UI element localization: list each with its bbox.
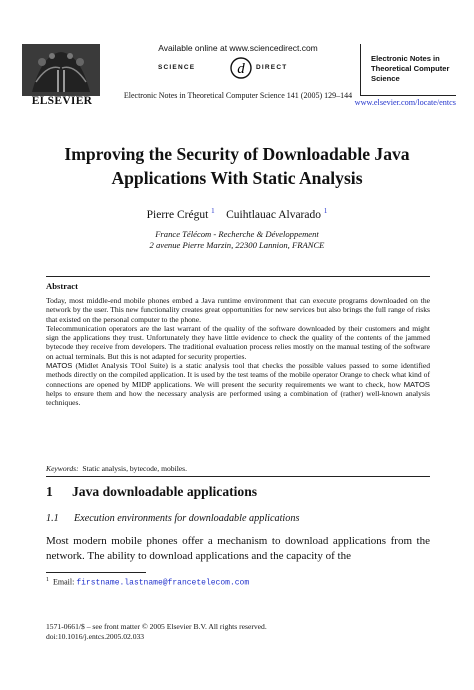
affiliation	[20, 229, 454, 251]
subsection-number: 1.1	[46, 513, 59, 524]
available-online-text: Available online at www.sciencedirect.com	[158, 43, 318, 53]
sd-at-mark	[228, 57, 254, 79]
subsection-heading	[46, 513, 299, 524]
footnote-email-link[interactable]: firstname.lastname@francetelecom.com	[76, 578, 250, 588]
sciencedirect-logo	[150, 57, 326, 79]
footnote-mark: 1	[46, 577, 49, 583]
author-2-footnote-mark[interactable]: 1	[323, 207, 328, 215]
copyright-footer	[46, 622, 430, 642]
title-line-2: Applications With Static Analysis	[111, 168, 363, 188]
abstract-paragraph-3-text-2: helps to ensure them and how the necessary analysis are performed using a combination of (rather) well-known analysis techniques.	[46, 388, 430, 408]
subsection-title: Execution environments for downloadable applications	[74, 513, 300, 524]
section-heading	[46, 484, 257, 500]
abstract-paragraph-1: Today, most middle-end mobile phones embed a Java runtime environment that can execute programs downloaded on the network by the user. This new functionality creates great opportunities for new services but also brings the full range of risks that existed on the personal computer to the phone.	[46, 296, 430, 324]
footer-line-1: 1571-0661/$ – see front matter © 2005 Elsevier B.V. All rights reserved.	[46, 622, 267, 631]
affiliation-line-1: France Télécom - Recherche & Développement	[155, 229, 319, 239]
footnote-label: Email:	[53, 577, 75, 587]
svg-text:d: d	[237, 61, 245, 77]
body-text	[46, 534, 430, 564]
author-1: Pierre Crégut	[146, 208, 209, 221]
sd-right-text: DIRECT	[256, 64, 288, 71]
authors	[20, 207, 454, 221]
section-number: 1	[46, 484, 53, 499]
journal-line-3: Science	[371, 74, 400, 83]
body-paragraph: Most modern mobile phones offer a mechanism to download applications from the network. The ability to download applications and the capacity of the	[46, 535, 430, 562]
sd-left-text: SCIENCE	[158, 64, 196, 71]
keywords-label: Keywords:	[46, 464, 79, 473]
title-line-1: Improving the Security of Downloadable Java	[64, 144, 410, 164]
abstract-paragraph-2: Telecommunication operators are the last warrant of the quality of the software downloaded by their customers and might sign the applications they trust. Unfortunately they have little evidence to check the quality of the contents of the jammed bytecode they receive from developers. The traditional evaluation process relies mostly on the manual testing of the software on actual terminals. But this is not adapted for security properties.	[46, 323, 430, 361]
keywords	[46, 464, 187, 473]
abstract-top-rule	[46, 276, 430, 277]
footnote	[46, 577, 249, 588]
abstract-paragraph-3	[46, 361, 430, 407]
journal-line-1: Electronic Notes in	[371, 54, 440, 63]
abstract-paragraph-3-text: (Midlet Analysis TOol Suite) is a static analysis tool that checks the possible values passed to some identified methods directly on the compiled application. It is used by the test teams of the mobile operator Orange to check what kind of connections are opened by MIDP applications. We will present the security requirements we want to check, how	[46, 361, 430, 389]
abstract-heading: Abstract	[46, 281, 78, 291]
paper-title	[20, 142, 454, 190]
keywords-list: Static analysis, bytecode, mobiles.	[82, 464, 188, 473]
author-2: Cuihtlauac Alvarado	[226, 208, 321, 221]
footer-doi: doi:10.1016/j.entcs.2005.02.033	[46, 632, 145, 641]
section-title: Java downloadable applications	[72, 484, 258, 499]
matos-term-2: MATOS	[403, 379, 430, 389]
journal-line-2: Theoretical Computer	[371, 64, 450, 73]
footnote-rule	[46, 572, 146, 573]
journal-url-link[interactable]: www.elsevier.com/locate/entcs	[354, 98, 456, 107]
abstract-body	[46, 296, 430, 408]
publisher-name: ELSEVIER	[31, 95, 93, 107]
journal-name-box	[360, 44, 456, 96]
matos-term: MATOS	[46, 361, 73, 371]
journal-citation: Electronic Notes in Theoretical Computer Science 141 (2005) 129–144	[123, 91, 353, 100]
abstract-bottom-rule	[46, 476, 430, 477]
author-1-footnote-mark[interactable]: 1	[211, 207, 215, 215]
affiliation-line-2: 2 avenue Pierre Marzin, 22300 Lannion, FRANCE	[149, 240, 325, 250]
